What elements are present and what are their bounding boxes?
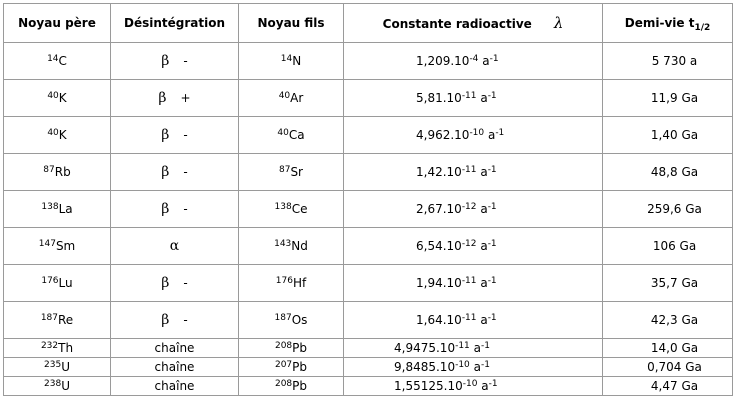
radioactive-decay-table	[3, 3, 733, 396]
constant-exponent: -10	[469, 127, 485, 138]
parent-nucleus-cell	[4, 154, 111, 191]
parent-mass-number: 235	[44, 359, 62, 370]
constant-unit-exponent: -1	[495, 127, 505, 138]
decay-symbol: α	[169, 238, 180, 254]
decay-sign: -	[183, 202, 188, 216]
half-life-value: 14,0 Ga	[650, 341, 699, 355]
half-life-cell	[603, 377, 733, 396]
parent-symbol: C	[58, 54, 67, 68]
constant-mantissa: 4,962.10	[416, 128, 470, 142]
constant-exponent: -11	[461, 90, 477, 101]
decay-constant-cell	[344, 339, 603, 358]
parent-symbol: Lu	[58, 276, 73, 290]
daughter-symbol: Pb	[292, 379, 308, 393]
header-parent-label: Noyau père	[18, 16, 96, 30]
parent-nucleus-cell	[4, 302, 111, 339]
decay-cell	[111, 43, 239, 80]
constant-exponent: -11	[461, 164, 477, 175]
half-life-value: 106 Ga	[652, 239, 697, 253]
daughter-nucleus-cell	[239, 339, 344, 358]
daughter-mass-number: 207	[274, 359, 293, 370]
header-constant-label: Constante radioactive	[382, 17, 532, 31]
half-life-cell	[603, 302, 733, 339]
parent-mass-number: 187	[40, 312, 58, 323]
constant-unit: a	[484, 128, 496, 142]
half-life-value: 42,3 Ga	[650, 313, 699, 327]
daughter-symbol: Nd	[291, 239, 308, 253]
decay-cell	[111, 154, 239, 191]
daughter-symbol: Ca	[288, 128, 305, 142]
constant-unit-exponent: -1	[480, 340, 490, 351]
parent-mass-number: 176	[41, 275, 59, 286]
decay-cell	[111, 191, 239, 228]
daughter-symbol: Sr	[290, 165, 303, 179]
half-life-value: 4,47 Ga	[650, 379, 699, 393]
decay-constant-cell	[344, 265, 603, 302]
constant-exponent: -11	[455, 340, 470, 351]
parent-nucleus-cell	[4, 265, 111, 302]
parent-mass-number: 138	[41, 201, 59, 212]
constant-exponent: -10	[462, 378, 478, 389]
constant-exponent: -11	[461, 312, 477, 323]
decay-sign: -	[183, 54, 188, 68]
half-life-value: 1,40 Ga	[650, 128, 699, 142]
half-life-cell	[603, 265, 733, 302]
parent-symbol: Sm	[55, 239, 76, 253]
table-row	[4, 117, 733, 154]
constant-exponent: -4	[469, 53, 479, 64]
decay-constant-cell	[344, 302, 603, 339]
decay-symbol: β	[161, 164, 170, 180]
decay-text: chaîne	[154, 341, 195, 355]
constant-exponent: -11	[461, 275, 477, 286]
table-row	[4, 43, 733, 80]
decay-symbol: β	[161, 201, 170, 217]
table-row	[4, 339, 733, 358]
daughter-nucleus-cell	[239, 43, 344, 80]
decay-constant-cell	[344, 191, 603, 228]
table-row	[4, 154, 733, 191]
decay-sign: -	[183, 165, 188, 179]
half-life-cell	[603, 117, 733, 154]
decay-symbol: β	[158, 90, 167, 106]
table-row	[4, 358, 733, 377]
constant-mantissa: 1,94.10	[416, 276, 462, 290]
constant-unit-exponent: -1	[487, 164, 497, 175]
daughter-symbol: Os	[291, 313, 308, 327]
header-half-life	[603, 4, 733, 43]
daughter-nucleus-cell	[239, 358, 344, 377]
parent-mass-number: 232	[40, 340, 59, 351]
constant-unit-exponent: -1	[480, 359, 490, 370]
decay-constant-cell	[344, 80, 603, 117]
decay-constant-cell	[344, 228, 603, 265]
decay-text: chaîne	[154, 360, 195, 374]
table-row	[4, 302, 733, 339]
half-life-value: 35,7 Ga	[650, 276, 699, 290]
constant-unit: a	[476, 202, 488, 216]
header-decay-constant	[344, 4, 603, 43]
constant-unit: a	[478, 54, 490, 68]
table-row	[4, 191, 733, 228]
decay-symbol: β	[161, 275, 170, 291]
daughter-mass-number: 14	[280, 53, 293, 64]
header-daughter-nucleus	[239, 4, 344, 43]
parent-nucleus-cell	[4, 358, 111, 377]
decay-cell	[111, 358, 239, 377]
parent-symbol: Rb	[54, 165, 71, 179]
daughter-symbol: Hf	[292, 276, 307, 290]
parent-nucleus-cell	[4, 191, 111, 228]
table-body	[4, 43, 733, 396]
decay-cell	[111, 228, 239, 265]
decay-sign: -	[183, 313, 188, 327]
table-header-row	[4, 4, 733, 43]
half-life-cell	[603, 43, 733, 80]
daughter-nucleus-cell	[239, 117, 344, 154]
daughter-mass-number: 40	[277, 127, 289, 138]
constant-mantissa: 1,42.10	[416, 165, 462, 179]
decay-cell	[111, 265, 239, 302]
decay-symbol: β	[161, 53, 170, 69]
decay-constant-cell	[344, 358, 603, 377]
parent-symbol: U	[61, 360, 70, 374]
constant-unit: a	[476, 313, 488, 327]
daughter-symbol: Ce	[291, 202, 308, 216]
constant-unit: a	[476, 276, 488, 290]
parent-symbol: Re	[58, 313, 74, 327]
constant-mantissa: 4,9475.10	[394, 341, 456, 355]
daughter-symbol: Ar	[290, 91, 304, 105]
daughter-nucleus-cell	[239, 377, 344, 396]
constant-unit: a	[477, 379, 489, 393]
constant-unit-exponent: -1	[487, 312, 497, 323]
header-halflife-subscript: 1/2	[694, 23, 711, 34]
parent-symbol: Th	[58, 341, 74, 355]
half-life-cell	[603, 339, 733, 358]
constant-exponent: -12	[461, 238, 477, 249]
decay-cell	[111, 339, 239, 358]
decay-text: chaîne	[154, 379, 195, 393]
constant-unit: a	[476, 91, 488, 105]
parent-nucleus-cell	[4, 117, 111, 154]
half-life-cell	[603, 228, 733, 265]
parent-mass-number: 147	[38, 238, 56, 249]
half-life-value: 5 730 a	[651, 54, 698, 68]
decay-symbol: β	[161, 312, 170, 328]
header-decay	[111, 4, 239, 43]
radioactive-decay-table-container	[3, 3, 733, 396]
decay-constant-cell	[344, 43, 603, 80]
constant-mantissa: 6,54.10	[416, 239, 462, 253]
daughter-mass-number: 40	[278, 90, 291, 101]
table-row	[4, 265, 733, 302]
constant-exponent: -10	[455, 359, 470, 370]
parent-mass-number: 238	[44, 378, 62, 389]
parent-symbol: La	[58, 202, 73, 216]
constant-mantissa: 1,55125.10	[394, 379, 463, 393]
half-life-value: 0,704 Ga	[647, 360, 702, 374]
header-daughter-label: Noyau fils	[257, 16, 325, 30]
daughter-mass-number: 138	[274, 201, 292, 212]
half-life-cell	[603, 358, 733, 377]
parent-nucleus-cell	[4, 377, 111, 396]
parent-mass-number: 40	[47, 90, 59, 101]
constant-unit-exponent: -1	[487, 90, 497, 101]
constant-mantissa: 2,67.10	[416, 202, 462, 216]
header-parent-nucleus	[4, 4, 111, 43]
header-decay-label: Désintégration	[123, 16, 225, 30]
decay-cell	[111, 117, 239, 154]
daughter-symbol: N	[292, 54, 302, 68]
constant-unit-exponent: -1	[487, 275, 497, 286]
half-life-value: 259,6 Ga	[647, 202, 702, 216]
daughter-mass-number: 208	[274, 378, 293, 389]
decay-cell	[111, 302, 239, 339]
decay-cell	[111, 377, 239, 396]
constant-unit: a	[469, 360, 481, 374]
decay-constant-cell	[344, 154, 603, 191]
constant-unit-exponent: -1	[488, 378, 498, 389]
daughter-mass-number: 208	[274, 340, 293, 351]
daughter-mass-number: 176	[275, 275, 293, 286]
decay-sign: -	[183, 276, 188, 290]
lambda-symbol: λ	[553, 14, 564, 32]
table-row	[4, 377, 733, 396]
constant-mantissa: 1,64.10	[416, 313, 462, 327]
constant-exponent: -12	[461, 201, 477, 212]
constant-unit: a	[469, 341, 481, 355]
decay-constant-cell	[344, 117, 603, 154]
half-life-value: 11,9 Ga	[650, 91, 699, 105]
daughter-mass-number: 87	[278, 164, 291, 175]
half-life-cell	[603, 191, 733, 228]
decay-sign: -	[183, 128, 188, 142]
decay-cell	[111, 80, 239, 117]
daughter-nucleus-cell	[239, 265, 344, 302]
decay-symbol: β	[161, 127, 170, 143]
constant-mantissa: 5,81.10	[416, 91, 462, 105]
daughter-symbol: Pb	[292, 341, 308, 355]
daughter-nucleus-cell	[239, 302, 344, 339]
constant-unit: a	[476, 165, 488, 179]
parent-mass-number: 14	[47, 53, 59, 64]
half-life-value: 48,8 Ga	[650, 165, 699, 179]
decay-sign: +	[180, 91, 191, 105]
constant-unit-exponent: -1	[487, 238, 497, 249]
parent-symbol: K	[58, 91, 67, 105]
table-row	[4, 80, 733, 117]
daughter-nucleus-cell	[239, 154, 344, 191]
daughter-symbol: Pb	[292, 360, 308, 374]
parent-symbol: U	[61, 379, 70, 393]
parent-symbol: K	[58, 128, 67, 142]
half-life-cell	[603, 154, 733, 191]
parent-nucleus-cell	[4, 80, 111, 117]
daughter-nucleus-cell	[239, 191, 344, 228]
constant-unit-exponent: -1	[487, 201, 497, 212]
header-halflife-label: Demi-vie t	[624, 16, 695, 30]
constant-mantissa: 9,8485.10	[394, 360, 456, 374]
daughter-nucleus-cell	[239, 80, 344, 117]
parent-mass-number: 87	[43, 164, 55, 175]
decay-constant-cell	[344, 377, 603, 396]
table-row	[4, 228, 733, 265]
daughter-mass-number: 187	[274, 312, 292, 323]
parent-nucleus-cell	[4, 43, 111, 80]
parent-nucleus-cell	[4, 228, 111, 265]
parent-nucleus-cell	[4, 339, 111, 358]
constant-mantissa: 1,209.10	[416, 54, 470, 68]
constant-unit-exponent: -1	[489, 53, 499, 64]
parent-mass-number: 40	[47, 127, 59, 138]
constant-unit: a	[476, 239, 488, 253]
half-life-cell	[603, 80, 733, 117]
daughter-mass-number: 143	[274, 238, 292, 249]
daughter-nucleus-cell	[239, 228, 344, 265]
